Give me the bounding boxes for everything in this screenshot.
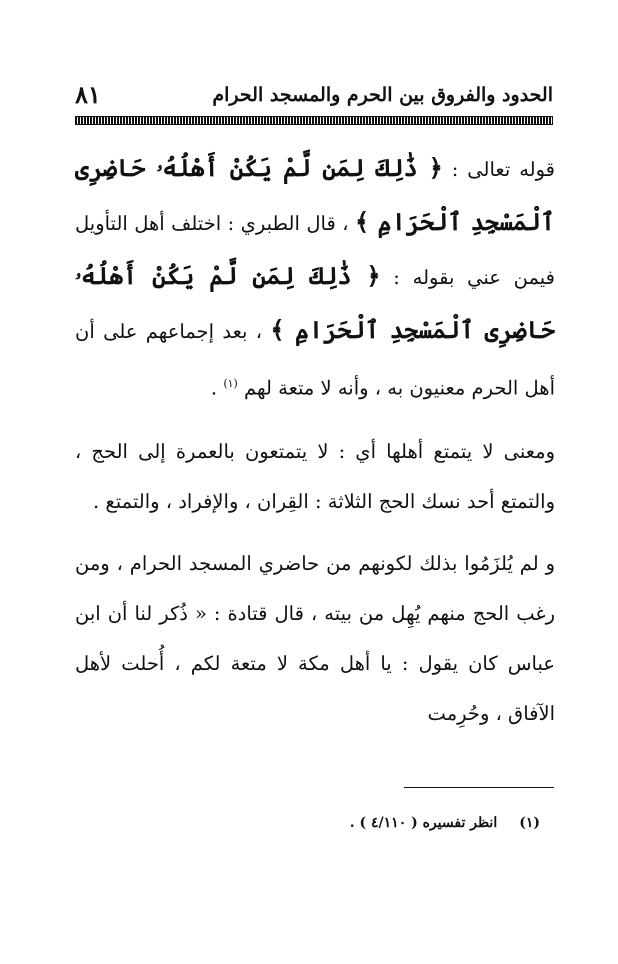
- paragraph-1-text-b: ، قال الطبري : اختلف أهل التأويل فيمن عني بقوله :: [75, 212, 555, 289]
- footnote-text: انظر تفسيره ( ٤/١١٠ ) .: [349, 815, 498, 831]
- page-number: ٨١: [75, 80, 101, 109]
- footnote-number: (١): [519, 815, 540, 831]
- footnote-reference: (١): [223, 377, 238, 390]
- paragraph-1-text-c: ، بعد إجماعهم على أن أهل الحرم معنيون به ، وأنه لا متعة لهم: [75, 320, 555, 400]
- running-title: الحدود والفروق بين الحرم والمسجد الحرام: [212, 84, 553, 106]
- paragraph-1-text-a: قوله تعالى :: [442, 158, 555, 181]
- header-divider: [75, 116, 553, 125]
- quran-verse-2: ﴿ ذَٰلِكَ لِمَن لَّمْ يَكُنْ أَهْلُهُۥ حَاضِرِى ٱلْمَسْجِدِ ٱلْحَرَامِ ﴾: [75, 261, 555, 344]
- quran-verse-1: ﴿ ذَٰلِكَ لِمَن لَّمْ يَكُنْ أَهْلُهُۥ حَاضِرِى ٱلْمَسْجِدِ ٱلْحَرَامِ ﴾: [75, 153, 555, 236]
- footnote-divider: [404, 787, 554, 788]
- paragraph-1: [75, 142, 555, 415]
- page-header: [75, 80, 553, 120]
- paragraph-2: ومعنى لا يتمتع أهلها أي : لا يتمتعون بالعمرة إلى الحج ، والتمتع أحد نسك الحج الثلاثة : القِران ، والإفراد ، والتمتع .: [75, 439, 555, 513]
- paragraph-1-end: .: [210, 376, 224, 400]
- main-text: [75, 142, 555, 739]
- footnote: [240, 815, 540, 831]
- paragraph-3: و لم يُلزَمُوا بذلك لكونهم من حاضري المسجد الحرام ، ومن رغب الحج منهم يُهِل من بيته ، قال قتادة : « ذُكر لنا أن ابن عباس كان يقول : يا أهل مكة لا متعة لكم ، أُحلت لأهل الآفاق ، وحُرِمت: [75, 551, 555, 725]
